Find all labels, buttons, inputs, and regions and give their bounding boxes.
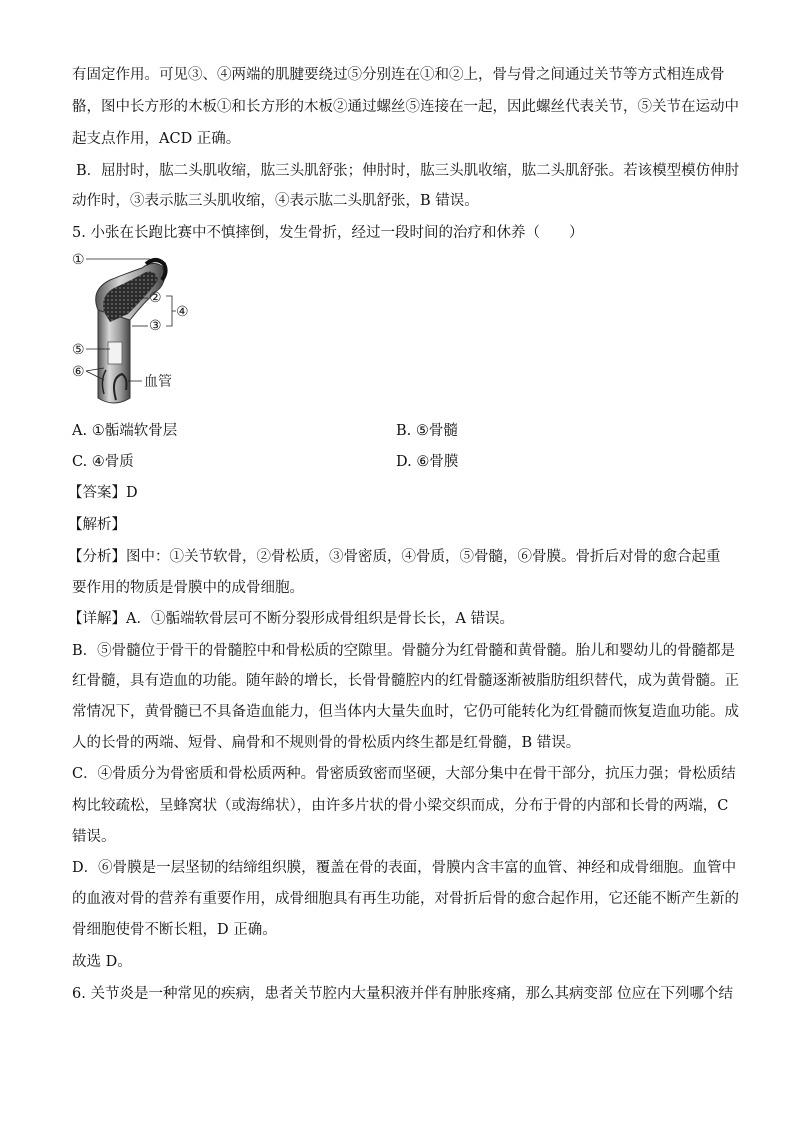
text-line: 有固定作用。可见③、④两端的肌腱要绕过⑤分别连在①和②上，骨与骨之间通过关节等方式相连成骨 (72, 67, 725, 83)
label-5: ⑤ (72, 342, 85, 358)
analysis-line: B．⑤骨髓位于骨干的骨髓腔中和骨松质的空隙里。骨髓分为红骨髓和黄骨髓。胎儿和婴幼儿的骨髓都是 (72, 643, 736, 659)
answer-tag: 【答案】 (68, 485, 126, 501)
answer-line (68, 482, 138, 504)
analysis-line: C．④骨质分为骨密质和骨松质两种。骨密质致密而坚硬，大部分集中在骨干部分，抗压力强；骨松质结 (72, 766, 736, 782)
option-b: B. ⑤骨髓 (396, 423, 458, 439)
analysis-line: 故选 D。 (72, 954, 132, 970)
analysis-line: 骨细胞使骨不断长粗，D 正确。 (72, 922, 277, 938)
analysis-line: 错误。 (72, 829, 116, 845)
option-c: C. ④骨质 (72, 454, 134, 470)
analysis-line: 常情况下，黄骨髓已不具备造血能力，但当体内大量失血时，它仍可能转化为红骨髓而恢复造血功能。成 (72, 704, 739, 720)
analysis-line: 人的长骨的两端、短骨、扁骨和不规则骨的骨松质内终生都是红骨髓，B 错误。 (72, 735, 581, 751)
label-6: ⑥ (72, 364, 85, 380)
label-3: ③ (149, 318, 162, 334)
text-line: B．屈肘时，肱二头肌收缩，肱三头肌舒张；伸肘时，肱三头肌收缩，肱二头肌舒张。若该模型模仿伸肘 (76, 163, 740, 179)
marrow-cavity (108, 342, 122, 364)
analysis-tag: 【解析】 (68, 517, 126, 533)
text-line: 动作时，③表示肱三头肌收缩，④表示肱二头肌舒张，B 错误。 (72, 193, 479, 209)
analysis-line: 【详解】A．①骺端软骨层可不断分裂形成骨组织是骨长长，A 错误。 (68, 611, 515, 627)
analysis-line: D．⑥骨膜是一层坚韧的结缔组织膜，覆盖在骨的表面，骨膜内含丰富的血管、神经和成骨细胞。血管中 (72, 860, 737, 876)
label-1: ① (72, 252, 85, 268)
analysis-line: 的血液对骨的营养有重要作用，成骨细胞具有再生功能，对骨折后骨的愈合起作用，它还能不断产生新的 (72, 891, 739, 907)
text-line: 起支点作用，ACD 正确。 (72, 131, 241, 147)
analysis-line: 红骨髓，具有造血的功能。随年龄的增长，长骨骨髓腔内的红骨髓逐渐被脂肪组织替代，成为黄骨髓。正 (72, 673, 739, 689)
label-2: ② (149, 290, 162, 306)
question-5-stem: 5. 小张在长跑比赛中不慎摔倒，发生骨折，经过一段时间的治疗和休养（ ） (72, 225, 584, 241)
vessel-label: 血管 (144, 374, 172, 390)
femur-diagram (70, 250, 220, 410)
option-a: A. ①骺端软骨层 (72, 423, 178, 439)
analysis-line: 【分析】图中：①关节软骨，②骨松质，③骨密质，④骨质，⑤骨髓，⑥骨膜。骨折后对骨的愈合起重 (68, 549, 721, 565)
analysis-line: 要作用的物质是骨膜中的成骨细胞。 (72, 580, 304, 596)
question-6-stem: 6. 关节炎是一种常见的疾病，患者关节腔内大量积液并伴有肿胀疼痛，那么其病变部 位应在下列哪个结 (72, 986, 734, 1002)
text-line: 骼，图中长方形的木板①和长方形的木板②通过螺丝⑤连接在一起，因此螺丝代表关节，⑤关节在运动中 (72, 99, 739, 115)
answer-value: D (126, 485, 138, 501)
label-4: ④ (176, 304, 189, 320)
option-d: D. ⑥骨膜 (396, 454, 459, 470)
analysis-line: 构比较疏松，呈蜂窝状（或海绵状），由许多片状的骨小梁交织而成，分布于骨的内部和长骨的两端，C (72, 798, 729, 814)
